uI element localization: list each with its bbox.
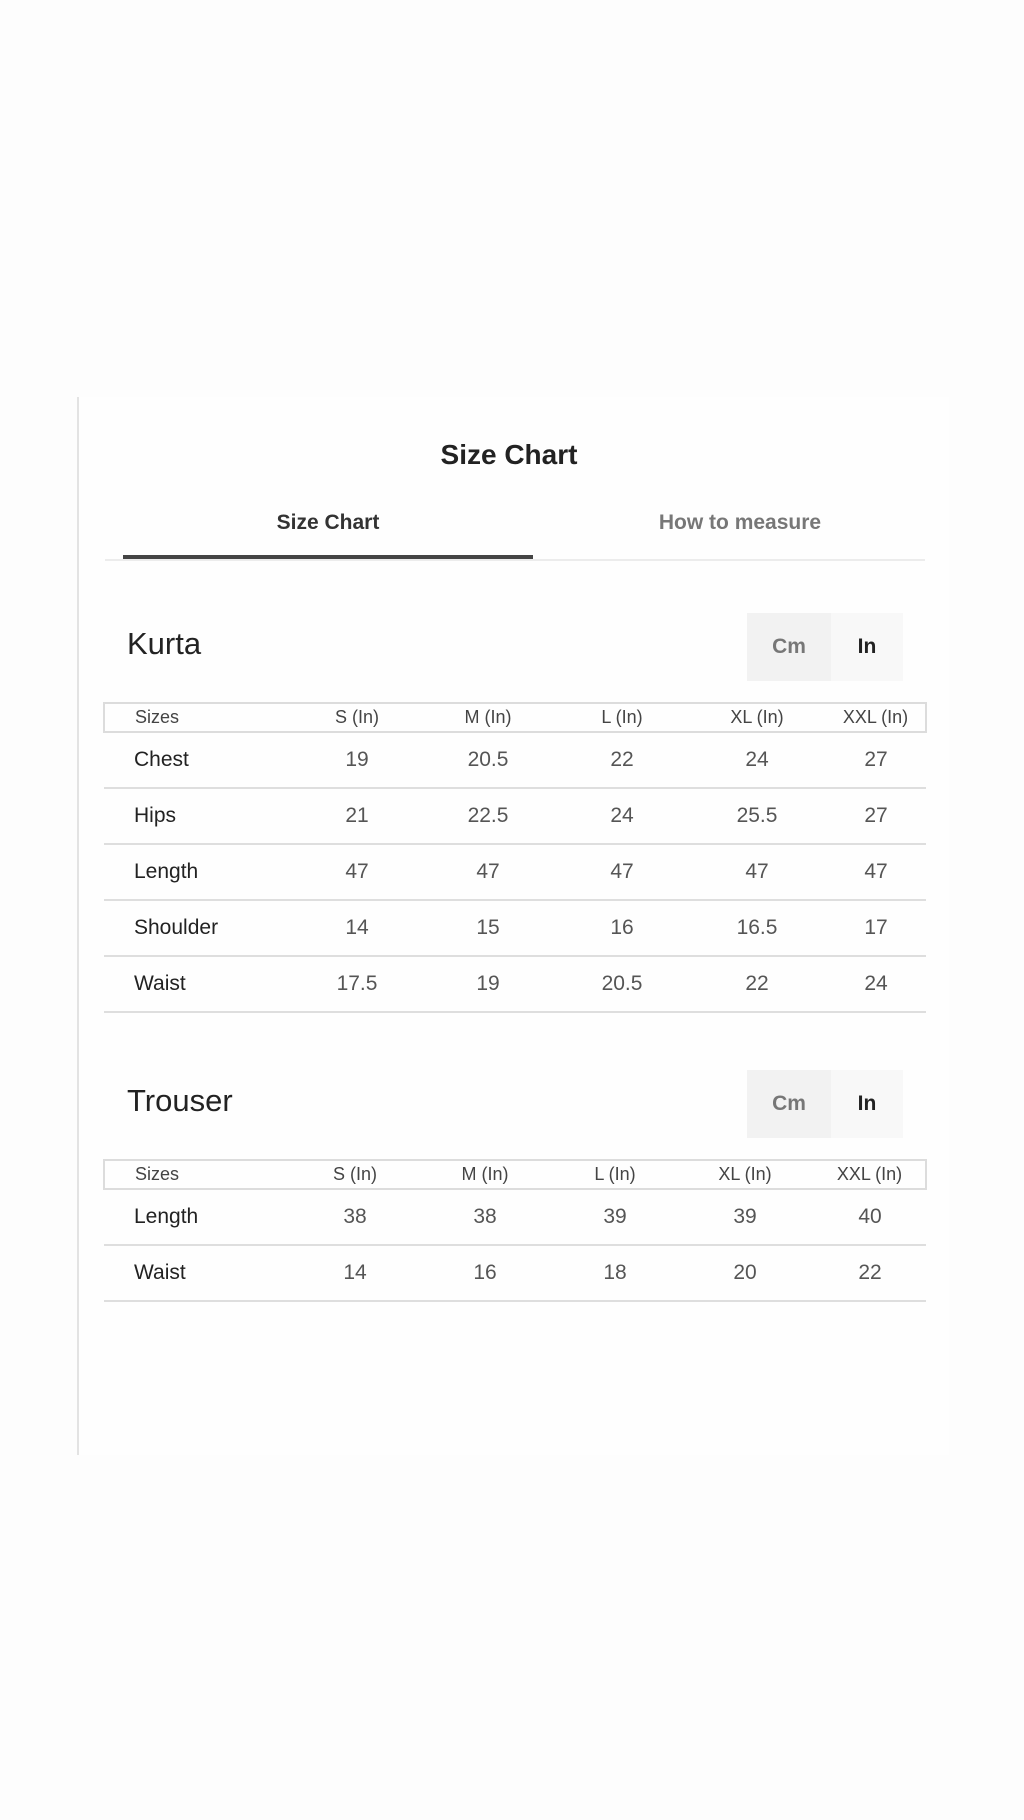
table-cell: 22.5	[420, 788, 556, 844]
table-cell: 19	[294, 732, 420, 788]
table-cell: 22	[556, 732, 688, 788]
column-header: XXL (In)	[814, 1160, 926, 1189]
trouser-unit-toggle	[747, 1070, 903, 1138]
trouser-section-header	[127, 1070, 903, 1138]
table-row	[104, 788, 926, 844]
table-cell: 47	[420, 844, 556, 900]
tab-bar	[105, 501, 925, 561]
table-cell: 16	[556, 900, 688, 956]
table-cell: 16.5	[688, 900, 826, 956]
table-cell: 27	[826, 788, 926, 844]
size-chart-modal	[77, 397, 949, 1455]
column-header: S (In)	[294, 703, 420, 732]
table-cell: 25.5	[688, 788, 826, 844]
table-cell: 17	[826, 900, 926, 956]
table-cell: 47	[688, 844, 826, 900]
table-header-row	[104, 703, 926, 732]
column-header: L (In)	[556, 703, 688, 732]
table-cell: 24	[826, 956, 926, 1012]
tab-how-to-measure[interactable]: How to measure	[658, 511, 822, 534]
table-cell: 47	[294, 844, 420, 900]
table-header-row	[104, 1160, 926, 1189]
kurta-size-table	[103, 702, 927, 1013]
table-cell: 15	[420, 900, 556, 956]
trouser-size-table	[103, 1159, 927, 1302]
column-header: XL (In)	[688, 703, 826, 732]
table-cell: 22	[688, 956, 826, 1012]
kurta-unit-cm-button[interactable]: Cm	[747, 613, 831, 681]
table-cell: 39	[676, 1189, 814, 1245]
tab-size-chart[interactable]: Size Chart	[123, 501, 533, 559]
table-cell: 40	[814, 1189, 926, 1245]
row-label: Chest	[104, 732, 294, 788]
table-cell: 18	[554, 1245, 676, 1301]
trouser-unit-in-button[interactable]: In	[831, 1070, 903, 1138]
row-label: Hips	[104, 788, 294, 844]
table-cell: 47	[556, 844, 688, 900]
table-row	[104, 844, 926, 900]
table-cell: 14	[294, 900, 420, 956]
row-label: Length	[104, 1189, 294, 1245]
trouser-unit-cm-button[interactable]: Cm	[747, 1070, 831, 1138]
column-header: M (In)	[416, 1160, 554, 1189]
table-row	[104, 1189, 926, 1245]
table-cell: 22	[814, 1245, 926, 1301]
table-cell: 24	[556, 788, 688, 844]
table-cell: 24	[688, 732, 826, 788]
table-cell: 27	[826, 732, 926, 788]
table-cell: 17.5	[294, 956, 420, 1012]
table-cell: 20	[676, 1245, 814, 1301]
table-row	[104, 1245, 926, 1301]
row-label: Length	[104, 844, 294, 900]
table-cell: 20.5	[420, 732, 556, 788]
trouser-section-title: Trouser	[127, 1083, 233, 1118]
table-cell: 39	[554, 1189, 676, 1245]
table-row	[104, 956, 926, 1012]
row-label: Shoulder	[104, 900, 294, 956]
column-header: S (In)	[294, 1160, 416, 1189]
kurta-section-title: Kurta	[127, 626, 202, 661]
table-cell: 38	[416, 1189, 554, 1245]
table-row	[104, 732, 926, 788]
table-cell: 19	[420, 956, 556, 1012]
column-header: Sizes	[104, 703, 294, 732]
kurta-unit-in-button[interactable]: In	[831, 613, 903, 681]
table-cell: 16	[416, 1245, 554, 1301]
table-row	[104, 900, 926, 956]
column-header: M (In)	[420, 703, 556, 732]
table-cell: 47	[826, 844, 926, 900]
column-header: XXL (In)	[826, 703, 926, 732]
table-cell: 21	[294, 788, 420, 844]
kurta-unit-toggle	[747, 613, 903, 681]
table-cell: 38	[294, 1189, 416, 1245]
table-cell: 14	[294, 1245, 416, 1301]
table-cell: 20.5	[556, 956, 688, 1012]
column-header: L (In)	[554, 1160, 676, 1189]
kurta-section-header	[127, 613, 903, 681]
row-label: Waist	[104, 1245, 294, 1301]
column-header: Sizes	[104, 1160, 294, 1189]
row-label: Waist	[104, 956, 294, 1012]
modal-title: Size Chart	[440, 439, 578, 470]
column-header: XL (In)	[676, 1160, 814, 1189]
